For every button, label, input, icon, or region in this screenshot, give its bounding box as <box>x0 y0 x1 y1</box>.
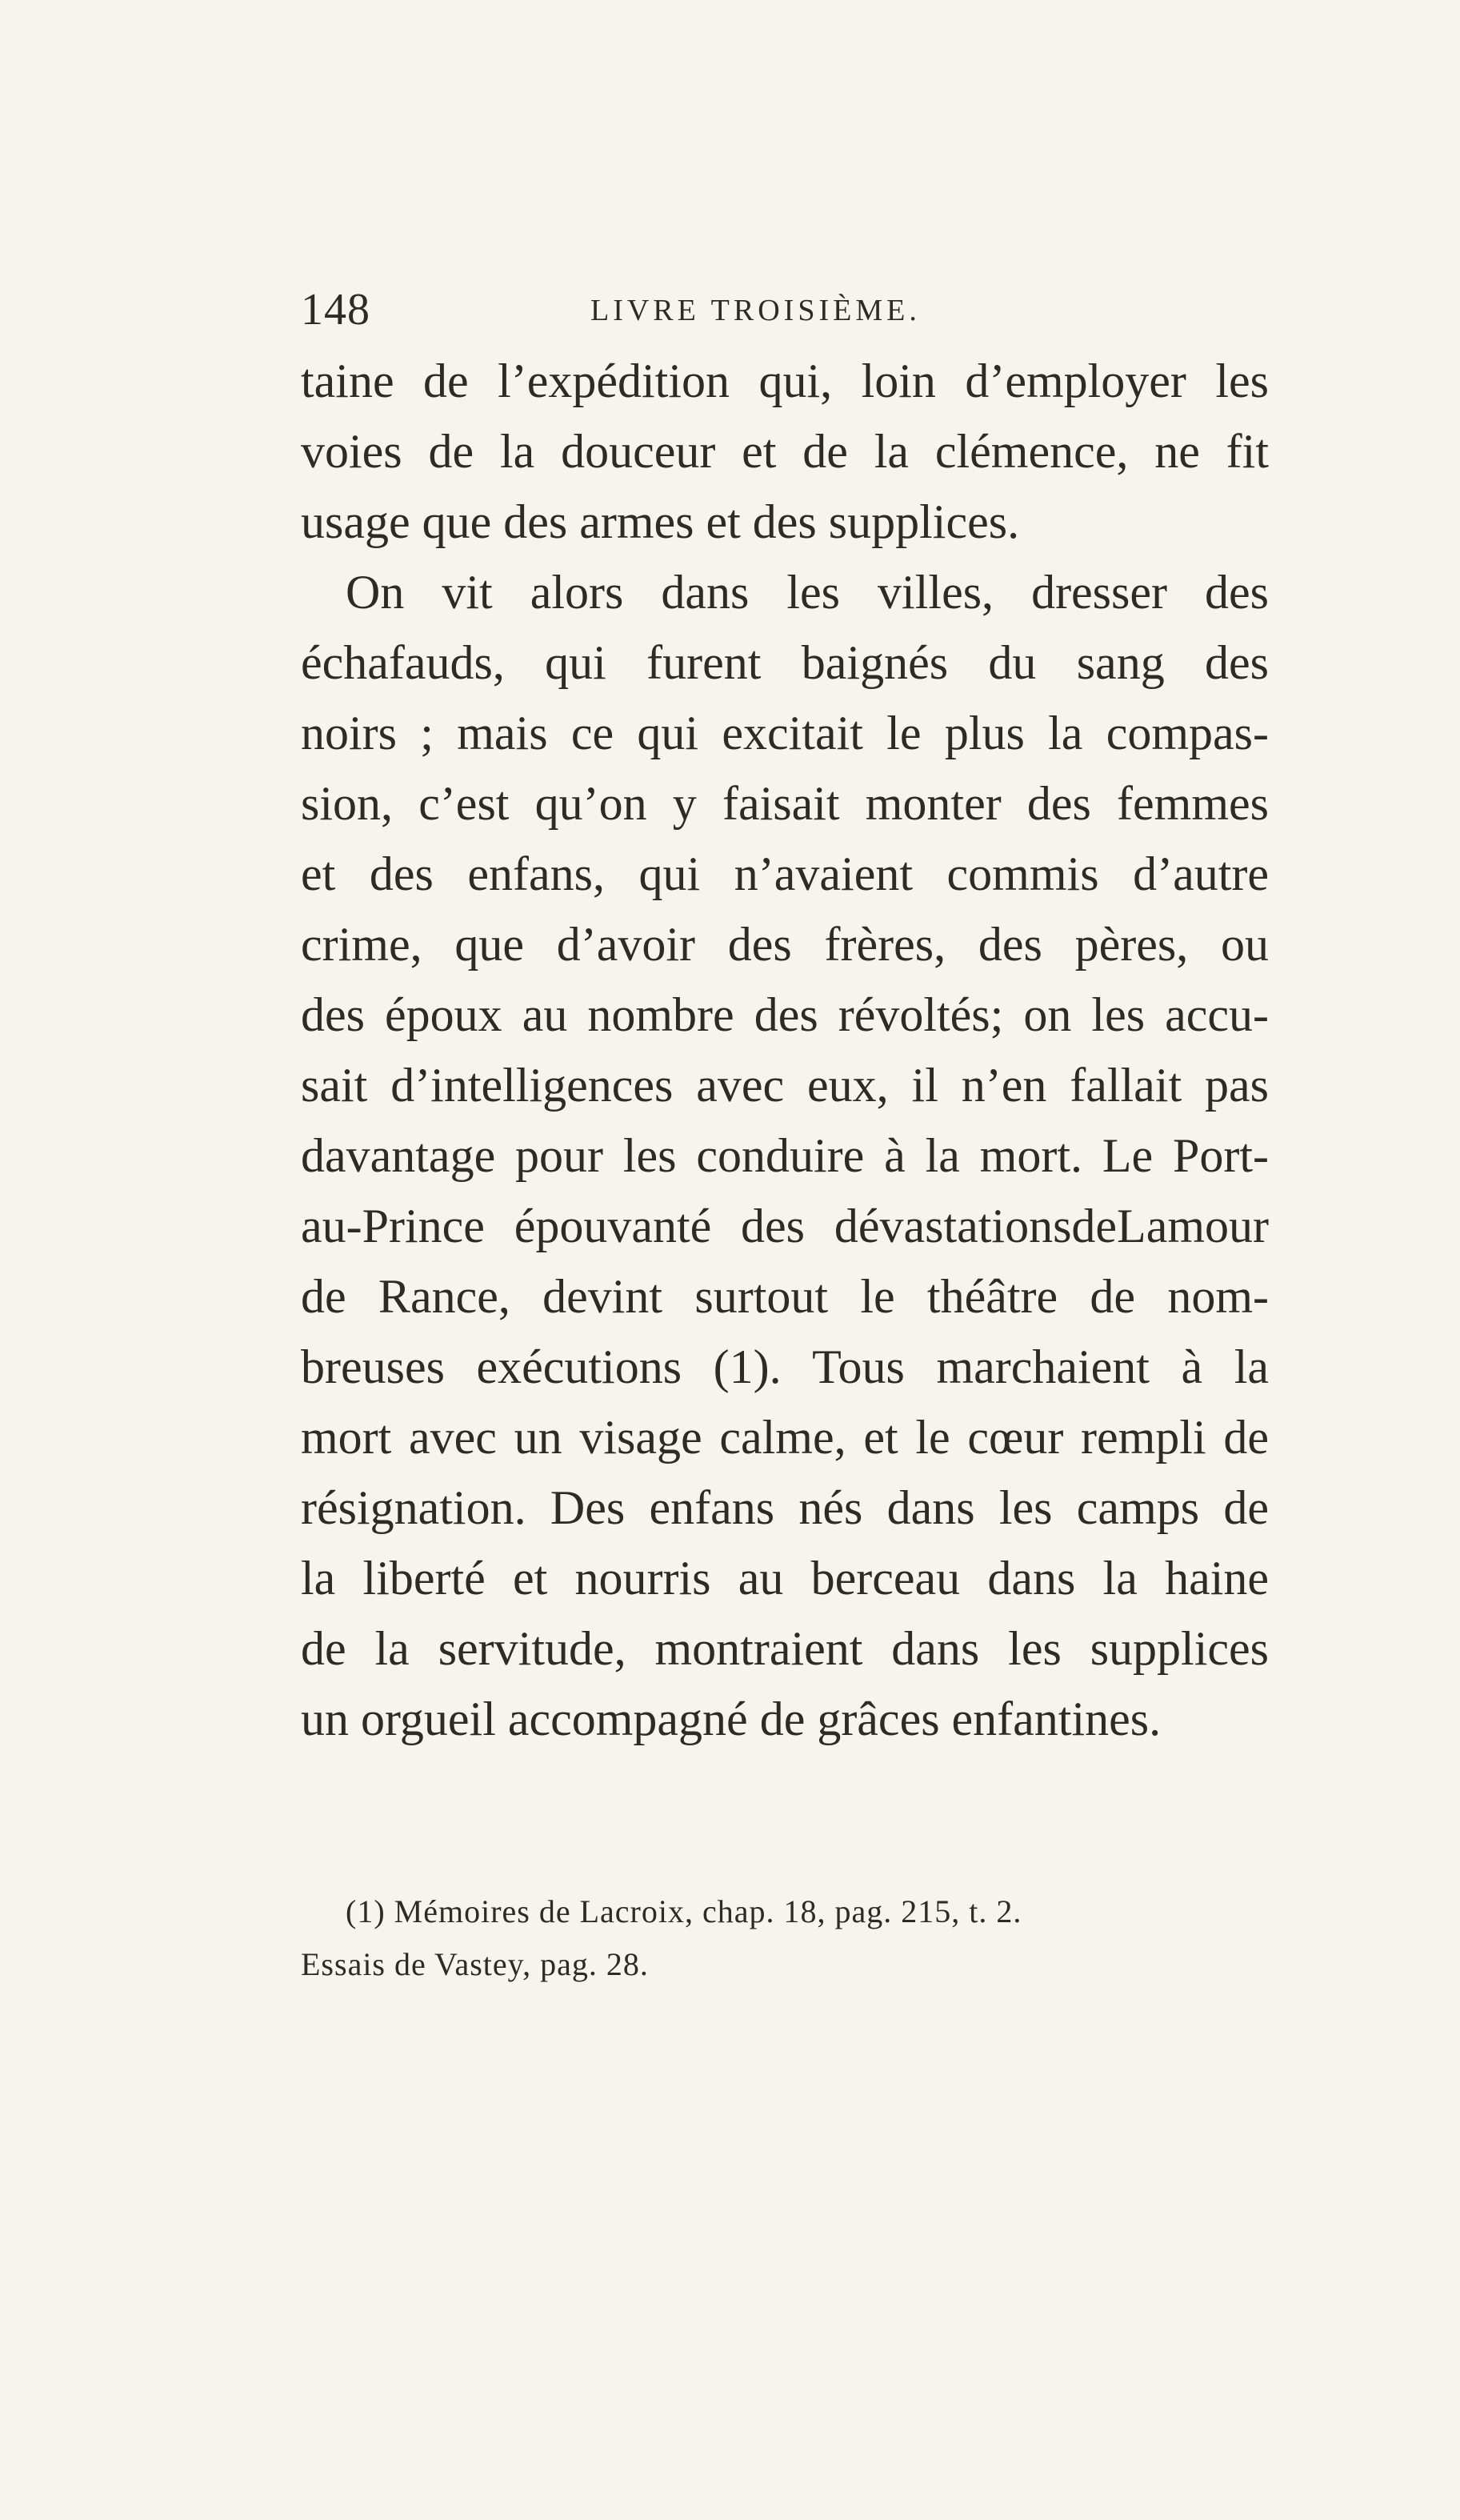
text-line: la liberté et nourris au berceau dans la haine <box>301 1552 1269 1605</box>
running-head <box>301 282 1277 338</box>
text-line: sait d’intelligences avec eux, il n’en fallait pas <box>301 1059 1269 1112</box>
text-line: mort avec un visage calme, et le cœur rempli de <box>301 1411 1269 1464</box>
text-line: des époux au nombre des révoltés; on les accu- <box>301 988 1269 1041</box>
page-number: 148 <box>301 285 370 335</box>
text-line: taine de l’expédition qui, loin d’employer les <box>301 355 1269 407</box>
text-line: et des enfans, qui n’avaient commis d’autre <box>301 847 1269 900</box>
text-line: résignation. Des enfans nés dans les camps de <box>301 1481 1269 1534</box>
text-line: voies de la douceur et de la clémence, ne fit <box>301 425 1269 478</box>
text-line: échafauds, qui furent baignés du sang des <box>301 636 1269 689</box>
text-line: davantage pour les conduire à la mort. Le Port- <box>301 1129 1269 1182</box>
text-line: usage que des armes et des supplices. <box>301 495 1020 548</box>
text-line: breuses exécutions (1). Tous marchaient à la <box>301 1340 1269 1393</box>
footnote <box>301 1885 1317 1991</box>
running-title: LIVRE TROISIÈME. <box>590 294 921 327</box>
footnote-line: Essais de Vastey, pag. 28. <box>301 1946 649 1982</box>
text-line: de la servitude, montraient dans les supplices <box>301 1622 1269 1675</box>
text-line: crime, que d’avoir des frères, des pères, ou <box>301 918 1269 971</box>
text-line: au-Prince épouvanté des dévastationsdeLamour <box>301 1200 1269 1252</box>
text-line: noirs ; mais ce qui excitait le plus la compas- <box>301 707 1269 759</box>
text-line: On vit alors dans les villes, dresser des <box>346 566 1269 619</box>
text-line: un orgueil accompagné de grâces enfantines. <box>301 1693 1162 1745</box>
text-line: sion, c’est qu’on y faisait monter des femmes <box>301 777 1269 830</box>
body-text <box>301 346 1269 1754</box>
footnote-line: (1) Mémoires de Lacroix, chap. 18, pag. 215, t. 2. <box>346 1893 1022 1929</box>
text-line: de Rance, devint surtout le théâtre de nom- <box>301 1270 1269 1323</box>
